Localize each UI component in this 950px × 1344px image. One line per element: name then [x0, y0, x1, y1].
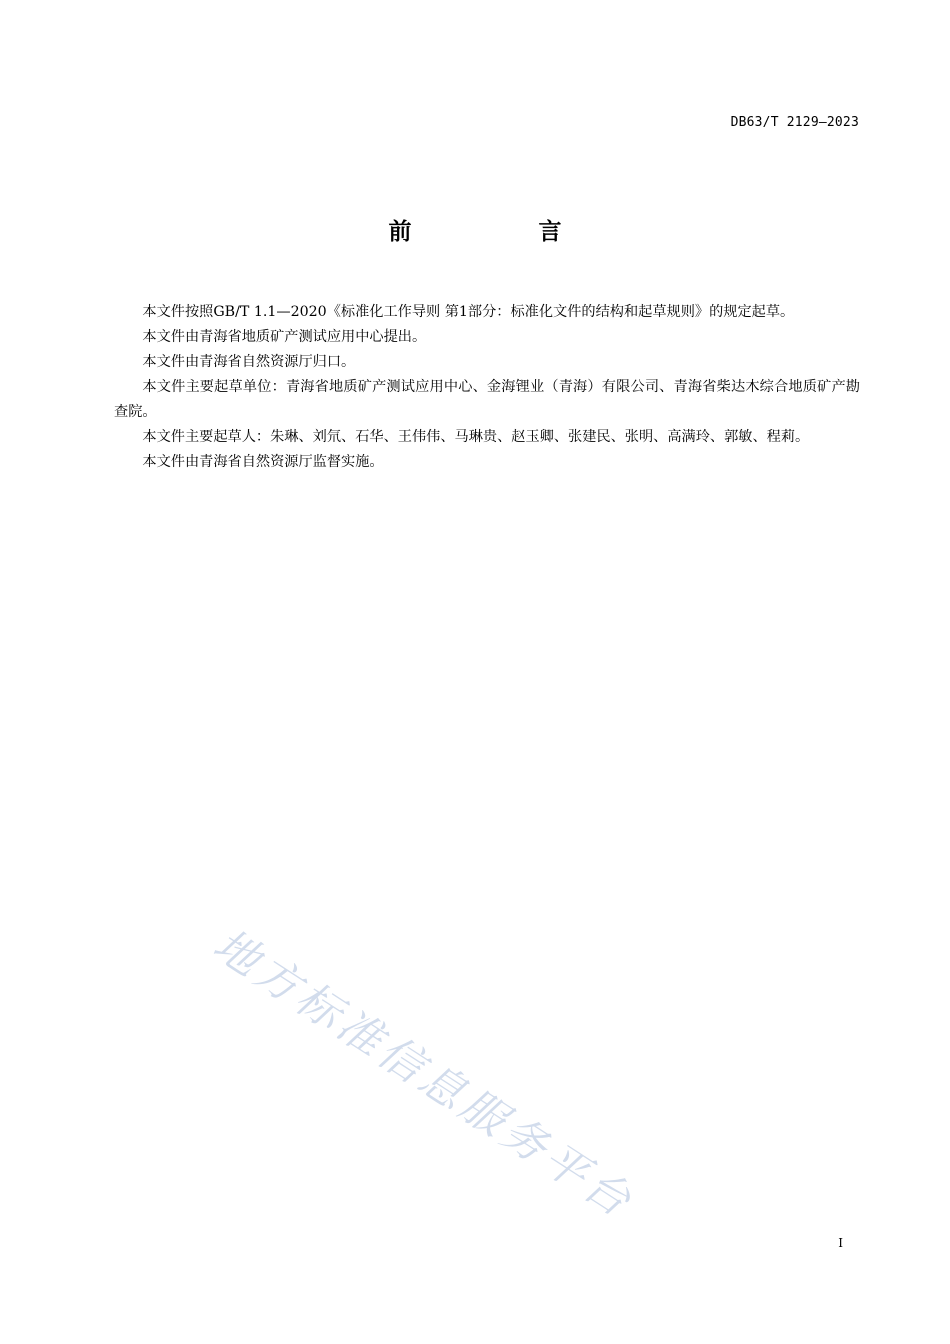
- paragraph-administrator: 本文件由青海省自然资源厅归口。: [142, 354, 356, 370]
- document-code: DB63/T 2129—2023: [730, 115, 859, 130]
- watermark-text: 地方标准信息服务平台: [204, 919, 643, 1229]
- foreword-body: [114, 300, 860, 475]
- page-number: I: [838, 1236, 843, 1250]
- paragraph-drafters: 本文件主要起草人：朱琳、刘氘、石华、王伟伟、马琳贵、赵玉卿、张建民、张明、高满玲、郭敏、程莉。: [142, 429, 810, 445]
- page-title: 前 言: [388, 219, 614, 245]
- paragraph-drafting-units: 本文件主要起草单位：青海省地质矿产测试应用中心、金海锂业（青海）有限公司、青海省柴达木综合地质矿产勘查院。: [114, 379, 860, 420]
- paragraph-supervisor: 本文件由青海省自然资源厅监督实施。: [142, 454, 384, 470]
- paragraph-drafting-rules: 本文件按照GB/T 1.1—2020《标准化工作导则 第1部分：标准化文件的结构和起草规则》的规定起草。: [142, 304, 795, 320]
- paragraph-proposer: 本文件由青海省地质矿产测试应用中心提出。: [142, 329, 427, 345]
